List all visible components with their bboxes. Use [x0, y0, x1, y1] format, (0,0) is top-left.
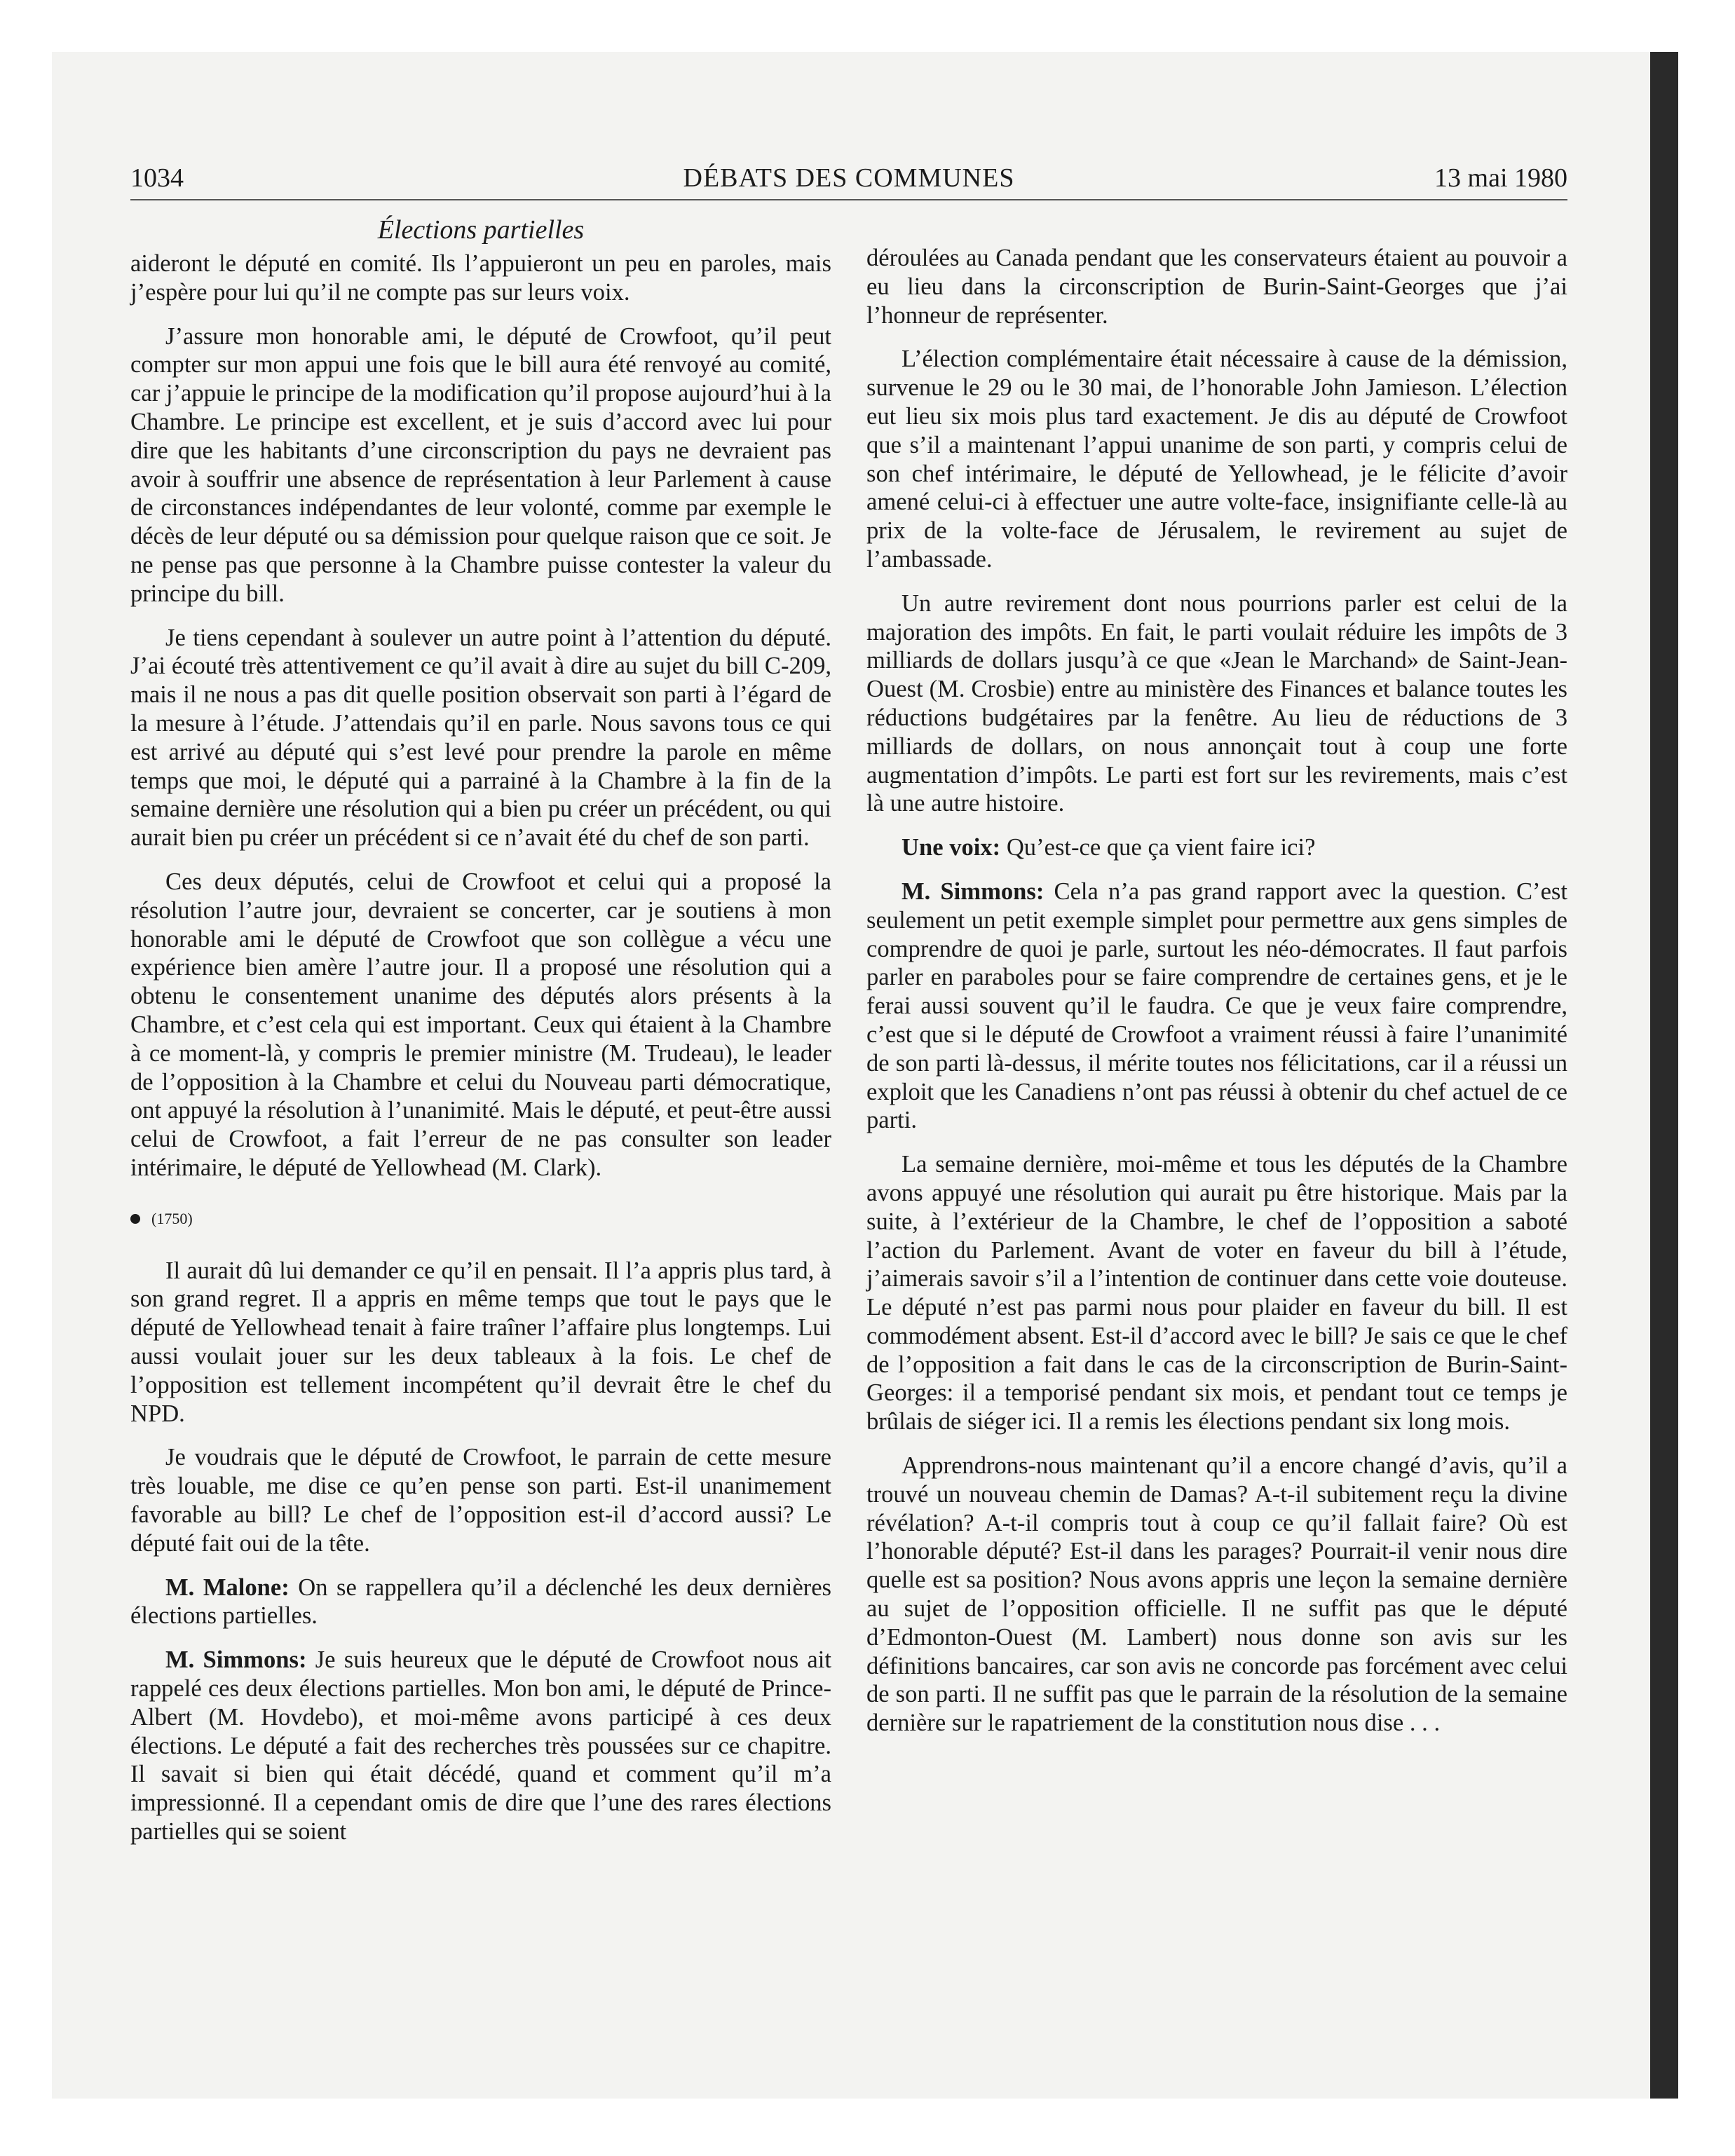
speech-text: Qu’est-ce que ça vient faire ici? — [1000, 834, 1316, 861]
speaker-name: M. Simmons: — [901, 878, 1045, 905]
paragraph: aideront le député en comité. Ils l’appuieront un peu en paroles, mais j’espère pour lui qu’il ne compte pas sur leurs voix. — [130, 250, 831, 306]
speech-text: Cela n’a pas grand rapport avec la question. C’est seulement un petit exemple simplet pour permettre aux gens simples de comprendre de quoi je parle, surtout les néo-démocrates. Il faut parfois parler en paraboles pour se faire comprendre de certaines gens, et je le ferai aussi souvent qu’il le faudra. Ce que je veux faire comprendre, c’est que si le député de Crowfoot a vraiment réussi à faire l’unanimité de son parti là-dessus, il mérite toutes nos félicitations, car il a réussi un exploit que les Canadiens n’ont pas réussi à obtenir du chef actuel de ce parti. — [866, 878, 1567, 1134]
speech-text: Je suis heureux que le député de Crowfoot nous ait rappelé ces deux élections partielles. Mon bon ami, le député de Prince-Albert (M. Hovdebo), et moi-même avons participé à ces deux élections. Le député a fait des recherches très poussées sur ce chapitre. Il savait si bien qui était décédé, quand et comment qu’il m’a impressionné. Il a cependant omis de dire que l’une des rares élections partielles qui se soient — [130, 1646, 831, 1845]
speech-text: On se rappellera qu’il a déclenché les deux dernières élections partielles. — [130, 1574, 832, 1630]
time-marker-label: (1750) — [151, 1209, 193, 1227]
speaker-name: M. Simmons: — [165, 1646, 307, 1674]
paragraph: Je voudrais que le député de Crowfoot, le parrain de cette mesure très louable, me dise ce qu’en pense son parti. Est-il unanimement favorable au bill? Le chef de l’opposition est-il d’accord aussi? Le député fait oui de la tête. — [130, 1444, 831, 1557]
speaker-name: M. Malone: — [165, 1574, 290, 1601]
speaker-name: Une voix: — [901, 834, 1001, 861]
paragraph: Il aurait dû lui demander ce qu’il en pensait. Il l’a appris plus tard, à son grand regret. Il a appris en même temps que tout le pays que le député de Yellowhead tenait à faire traîner l’affaire plus longtemps. Lui aussi voulait jouer sur les deux tableaux à la fois. Le chef de l’opposition est tellement incompétent qu’il devrait être le chef du NPD. — [130, 1257, 831, 1427]
bullet-icon — [130, 1214, 140, 1224]
paragraph: déroulées au Canada pendant que les conservateurs étaient au pouvoir a eu lieu dans la circonscription de Burin-Saint-Georges que j’ai l’honneur de représenter. — [866, 245, 1567, 329]
paragraph: La semaine dernière, moi-même et tous les députés de la Chambre avons appuyé une résolution qui aurait pu être historique. Mais par la suite, à l’extérieur de la Chambre, le chef de l’opposition a saboté l’action du Parlement. Avant de voter en faveur du bill à l’étude, j’aimerais savoir s’il a l’intention de continuer dans cette voie douteuse. Le député n’est pas parmi nous pour plaider en faveur du bill. Il est commodément absent. Est-il d’accord avec le bill? Je sais ce que le chef de l’opposition a fait dans le cas de la circonscription de Burin-Saint-Georges: il a temporisé pendant six mois, et pendant tout ce temps je brûlais de siéger ici. Il a remis les élections pendant six long mois. — [866, 1151, 1567, 1435]
scan-edge-bar — [1650, 52, 1678, 2099]
left-column — [130, 250, 831, 1862]
publication-date: 13 mai 1980 — [1434, 163, 1567, 193]
paragraph: Ces deux députés, celui de Crowfoot et celui qui a proposé la résolution l’autre jour, devraient se concerter, car je soutiens à mon honorable ami le député de Crowfoot que son collègue a vécu une expérience bien amère l’autre jour. Il a proposé une résolution qui a obtenu le consentement unanime des députés alors présents à la Chambre, et c’est cela qui est important. Ceux qui étaient à la Chambre à ce moment-là, y compris le premier ministre (M. Trudeau), le leader de l’opposition à la Chambre et celui du Nouveau parti démocratique, ont appuyé la résolution à l’unanimité. Mais le député, et peut-être aussi celui de Crowfoot, a fait l’erreur de ne pas consulter son leader intérimaire, le député de Yellowhead (M. Clark). — [130, 868, 831, 1181]
paragraph: J’assure mon honorable ami, le député de Crowfoot, qu’il peut compter sur mon appui une fois que le bill aura été renvoyé au comité, car j’appuie le principe de la modification qu’il propose aujourd’hui à la Chambre. Le principe est excellent, et je suis d’accord avec lui pour dire que les habitants d’une circonscription du pays ne devraient pas avoir à souffrir une absence de représentation à leur Parlement à cause de circonstances indépendantes de leur volonté, comme par exemple le décès de leur député ou sa démission pour quelque raison que ce soit. Je ne pense pas que personne à la Chambre puisse contester la valeur du principe du bill. — [130, 322, 831, 607]
speech-paragraph — [130, 1646, 831, 1846]
page-header — [130, 163, 1567, 200]
speech-paragraph — [866, 878, 1567, 1135]
paragraph: Je tiens cependant à soulever un autre point à l’attention du député. J’ai écouté très attentivement ce qu’il avait à dire au sujet du bill C-209, mais il ne nous a pas dit quelle position observait son parti à l’égard de la mesure à l’étude. J’attendais qu’il en parle. Nous savons tous ce qui est arrivé au député qui s’est levé pour prendre la parole en même temps que moi, le député qui a parrainé à la Chambre à la fin de la semaine dernière une résolution qui a bien pu créer un précédent, ou qui aurait bien pu créer un précédent si ce n’avait été du chef de son parti. — [130, 624, 831, 852]
paragraph: Apprendrons-nous maintenant qu’il a encore changé d’avis, qu’il a trouvé un nouveau chemin de Damas? A-t-il subitement reçu la divine révélation? A-t-il compris tout à coup ce qu’il fallait faire? Où est l’honorable député? Est-il dans les parages? Pourrait-il venir nous dire quelle est sa position? Nous avons appris une leçon la semaine dernière au sujet de l’opposition officielle. Il ne suffit pas que le député d’Edmonton-Ouest (M. Lambert) nous donne son avis sur les définitions bancaires, car son avis ne concorde pas forcément avec celui de son parti. Il ne suffit pas que le parrain de la résolution de la semaine dernière sur le rapatriement de la constitution nous dise . . . — [866, 1452, 1567, 1737]
paragraph: Un autre revirement dont nous pourrions parler est celui de la majoration des impôts. En fait, le parti voulait réduire les impôts de 3 milliards de dollars jusqu’à ce que «Jean le Marchand» de Saint-Jean-Ouest (M. Crosbie) entre au ministère des Finances et balance toutes les réductions budgétaires par la fenêtre. Au lieu de réductions de 3 milliards de dollars, on nous annonçait tout à coup une forte augmentation d’impôts. Le parti est fort sur les revirements, mais c’est là une autre histoire. — [866, 589, 1567, 817]
time-marker — [130, 1203, 831, 1233]
right-column — [866, 244, 1567, 1753]
page-number: 1034 — [130, 163, 184, 193]
paragraph: L’élection complémentaire était nécessaire à cause de la démission, survenue le 29 ou le 30 mai, de l’honorable John Jamieson. L’élection eut lieu six mois plus tard exactement. Je dis au député de Crowfoot que s’il a maintenant l’appui unanime de son parti, y compris celui de son chef intérimaire, le député de Yellowhead, je le félicite d’avoir amené celui-ci à effectuer une autre volte-face, insignifiante celle-là au prix de la volte-face de Jérusalem, le revirement au sujet de l’ambassade. — [866, 346, 1567, 573]
publication-title: DÉBATS DES COMMUNES — [683, 163, 1015, 193]
section-running-head: Élections partielles — [377, 215, 585, 245]
speech-paragraph — [866, 833, 1567, 862]
speech-paragraph — [130, 1574, 831, 1631]
